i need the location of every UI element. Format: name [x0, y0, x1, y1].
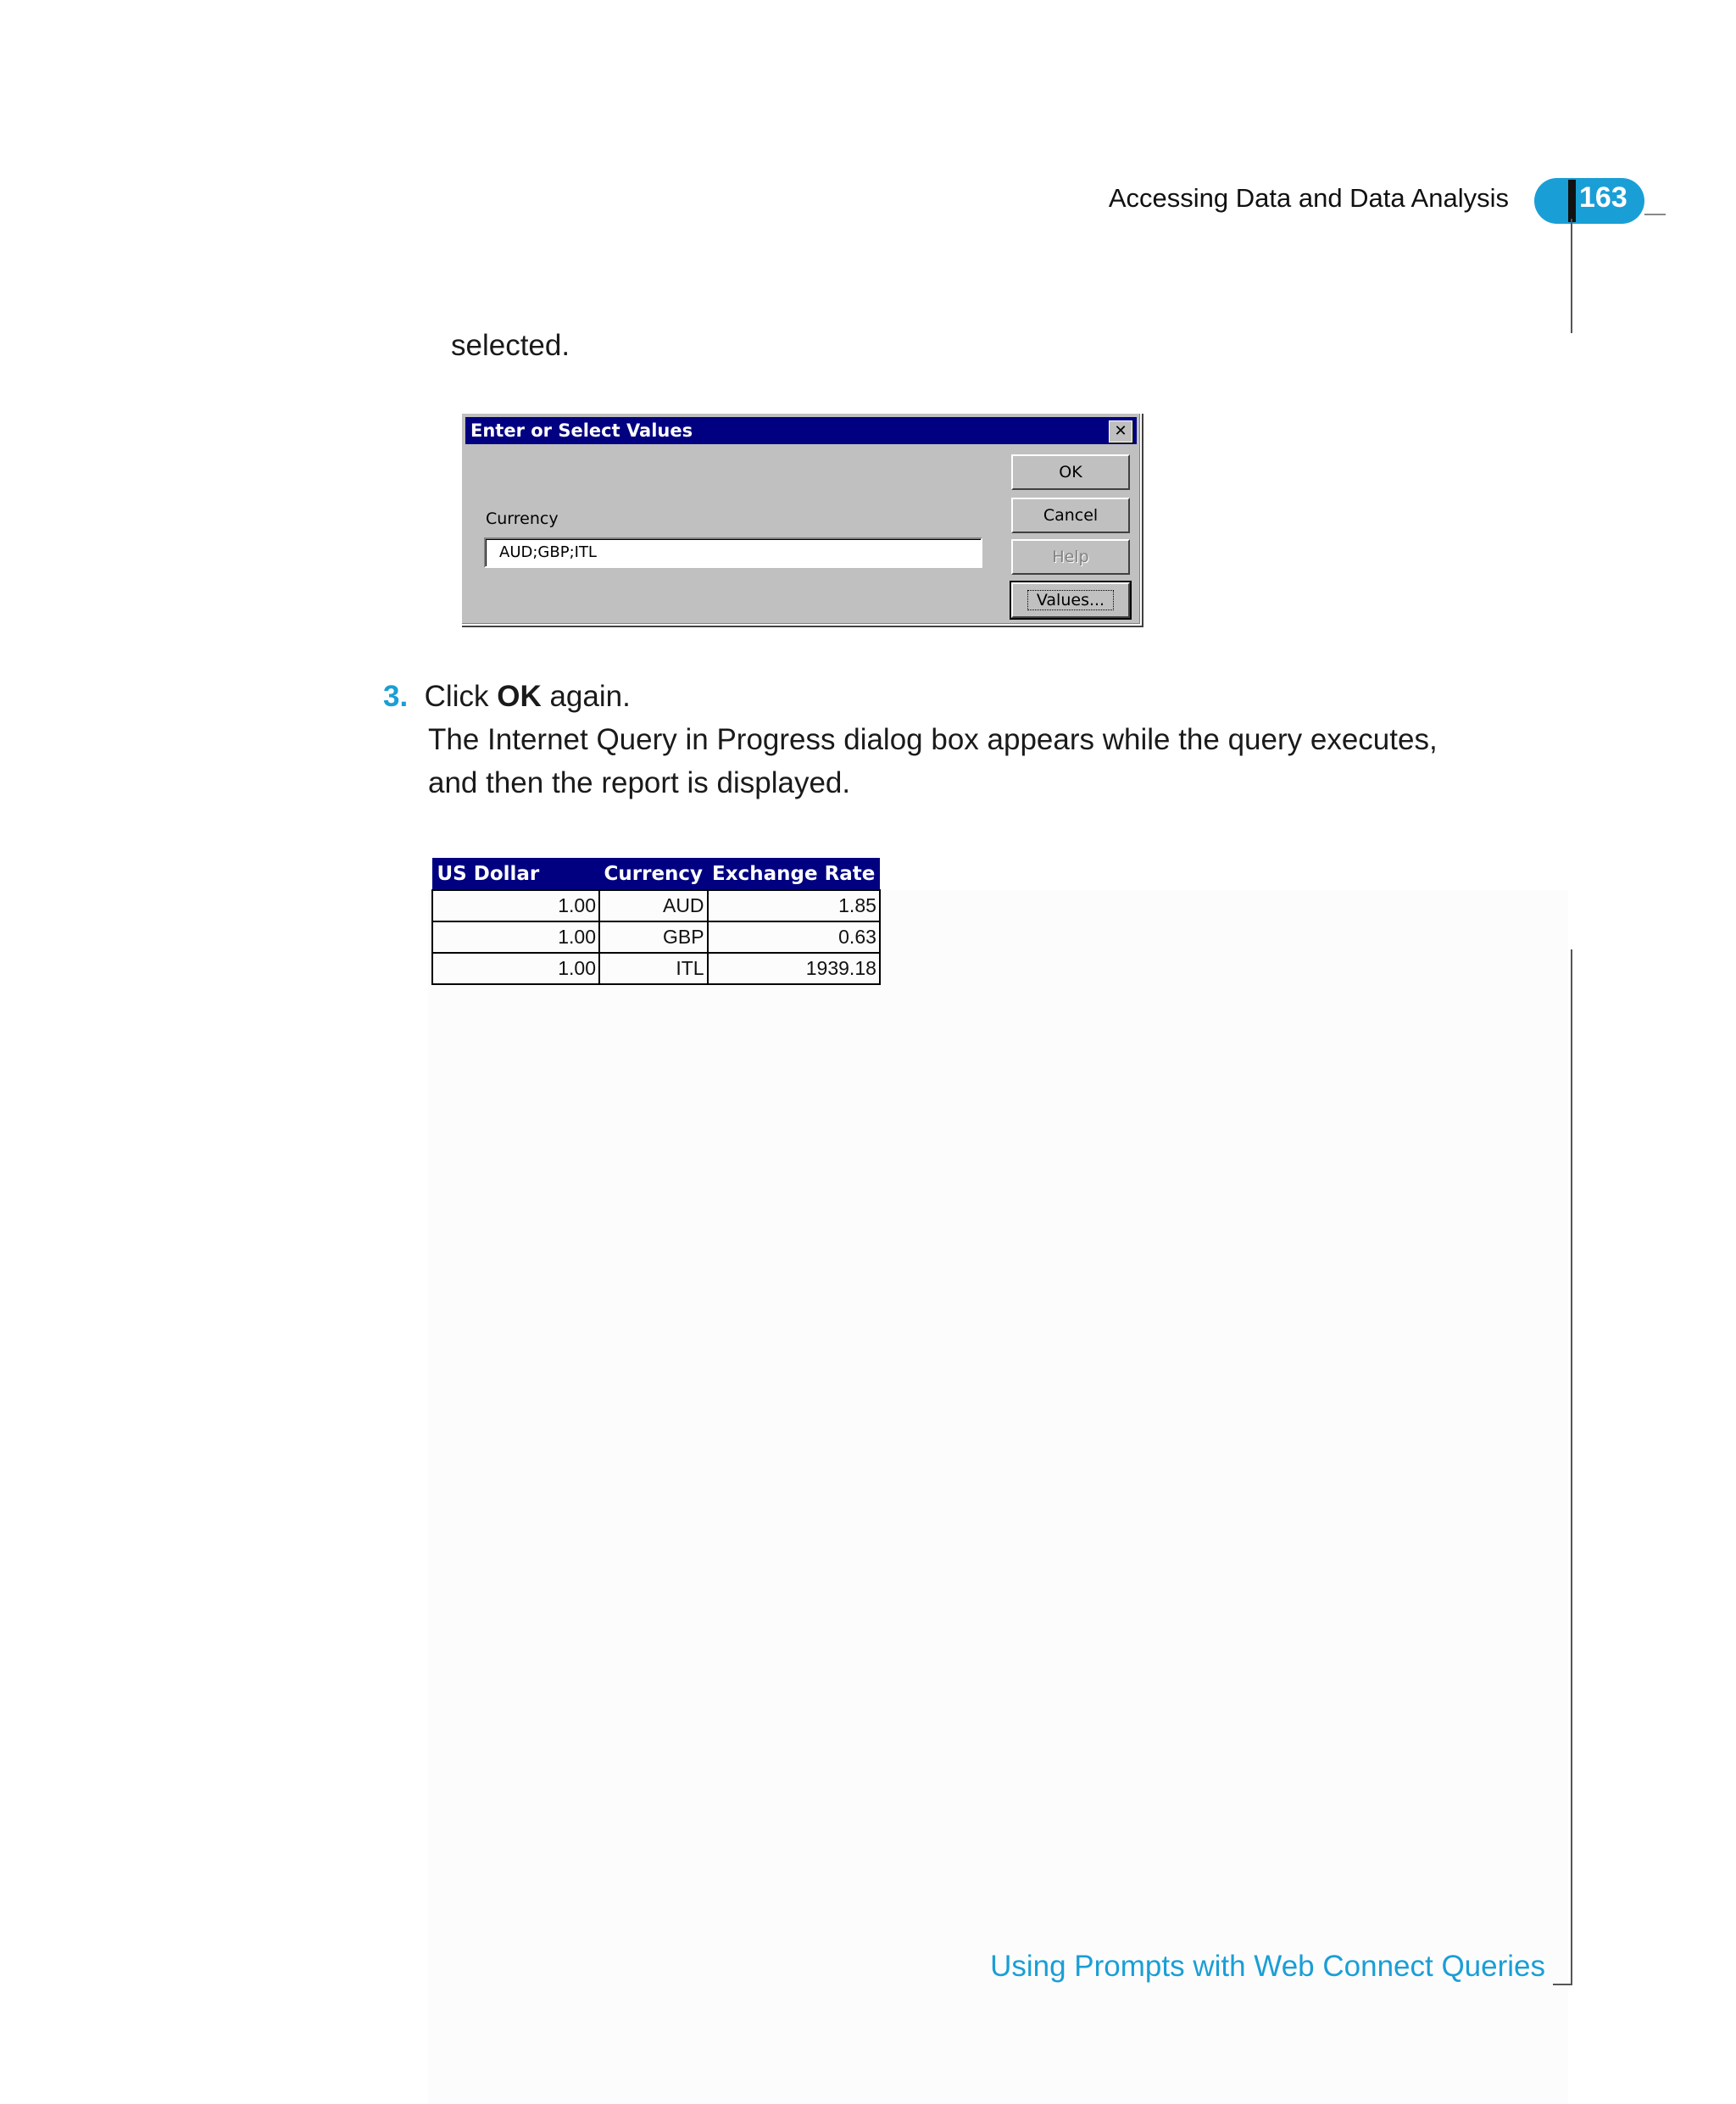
step-suffix: again. [549, 680, 631, 713]
table-row [432, 921, 880, 953]
footer-rule [1553, 1984, 1572, 1985]
table-cell: 1.00 [432, 921, 599, 953]
table-row [432, 890, 880, 921]
content-background [428, 890, 1568, 2104]
step-description-line-1: The Internet Query in Progress dialog box appears while the query executes, [428, 723, 1438, 756]
table-cell: AUD [599, 890, 708, 921]
exchange-rate-report [431, 858, 881, 985]
step-3 [383, 680, 631, 714]
cancel-button[interactable]: Cancel [1011, 498, 1130, 533]
margin-rule-top [1571, 219, 1572, 333]
running-header: Accessing Data and Data Analysis [1108, 183, 1509, 213]
table-cell: 1939.18 [708, 953, 880, 984]
close-icon[interactable]: ✕ [1109, 420, 1132, 443]
margin-rule-bottom [1571, 949, 1572, 1984]
table-cell: 1.85 [708, 890, 880, 921]
table-row [432, 953, 880, 984]
dialog-title-bar [465, 417, 1137, 444]
col-header-exchange-rate: Exchange Rate [708, 859, 880, 891]
step-prefix: Click [424, 680, 489, 713]
table-cell: 1.00 [432, 890, 599, 921]
ok-button[interactable]: OK [1011, 454, 1130, 490]
intro-fragment: selected. [451, 329, 570, 362]
currency-input[interactable]: AUD;GBP;ITL [484, 537, 982, 568]
page-number: 163 [1579, 181, 1628, 214]
table-cell: 0.63 [708, 921, 880, 953]
table-cell: ITL [599, 953, 708, 984]
help-button[interactable]: Help [1011, 539, 1130, 575]
currency-label: Currency [486, 509, 559, 528]
dialog-title: Enter or Select Values [470, 420, 693, 441]
values-button[interactable] [1011, 582, 1130, 618]
report-header-row [432, 859, 880, 891]
values-button-label: Values... [1027, 590, 1114, 610]
header-rule [1644, 214, 1666, 215]
running-footer: Using Prompts with Web Connect Queries [990, 1950, 1545, 1983]
step-bold: OK [497, 680, 542, 713]
col-header-currency: Currency [599, 859, 708, 891]
table-cell: 1.00 [432, 953, 599, 984]
enter-values-dialog [460, 412, 1142, 626]
step-description-line-2: and then the report is displayed. [428, 766, 851, 799]
table-cell: GBP [599, 921, 708, 953]
col-header-us-dollar: US Dollar [432, 859, 599, 891]
step-number: 3. [383, 680, 409, 713]
page-tab-marker [1568, 180, 1576, 222]
